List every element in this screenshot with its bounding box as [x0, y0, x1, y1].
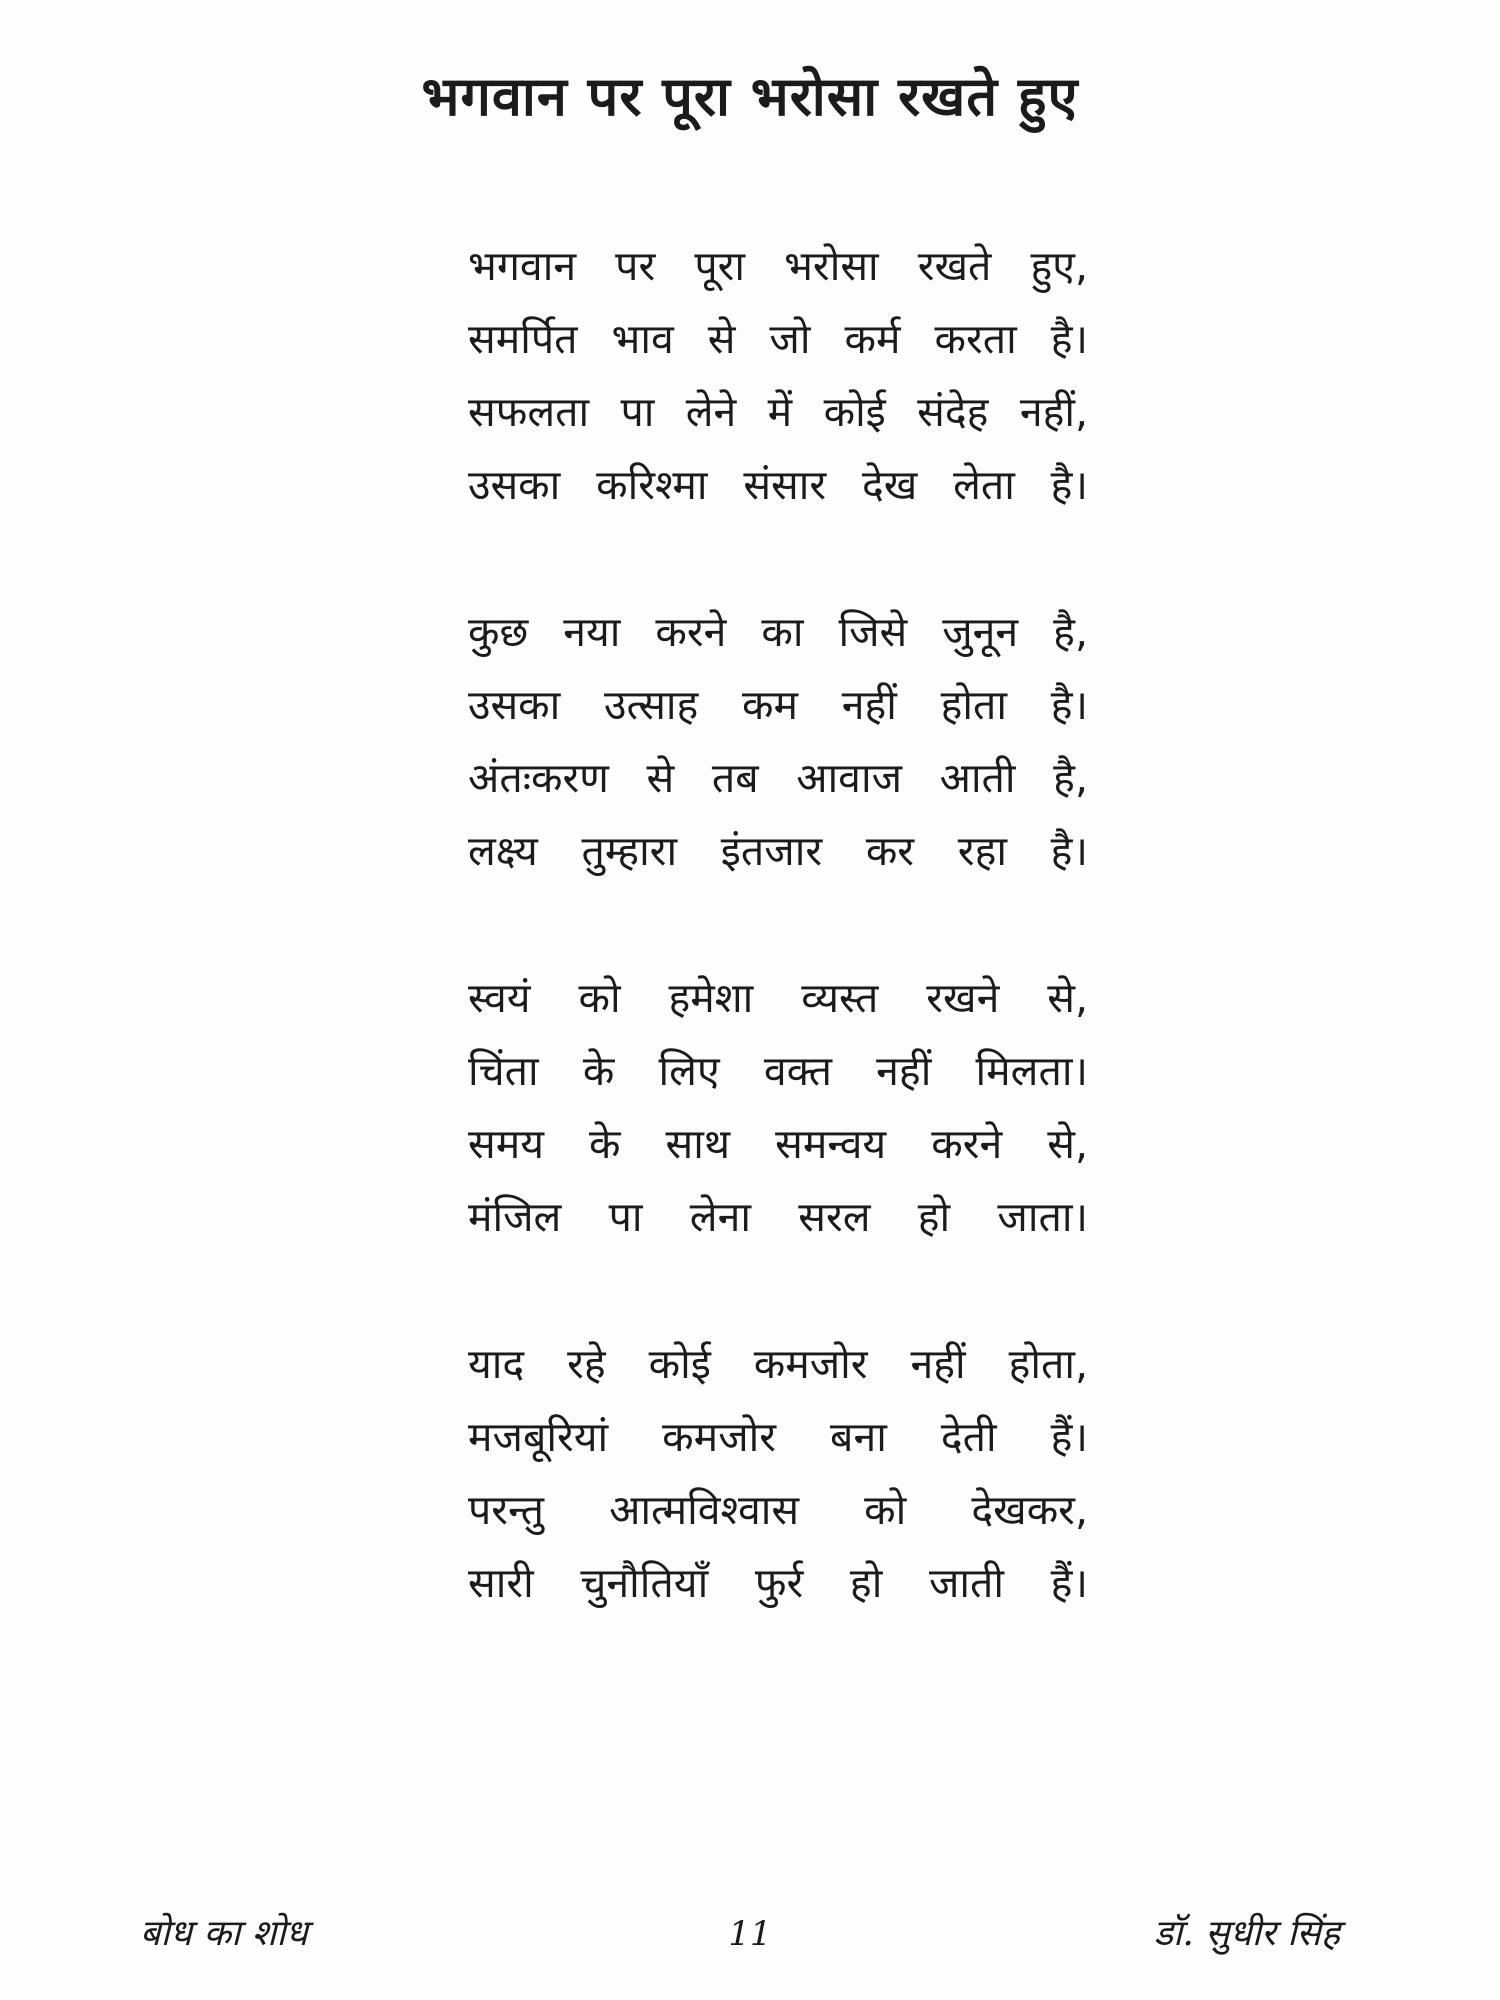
poem-title: भगवान पर पूरा भरोसा रखते हुए: [421, 65, 1079, 128]
stanza: [468, 230, 1088, 522]
poem-line: परन्तु आत्मविश्वास को देखकर,: [468, 1486, 1088, 1534]
poem-line: स्वयं को हमेशा व्यस्त रखने से,: [468, 974, 1088, 1022]
poem-line: कुछ नया करने का जिसे जुनून है,: [468, 608, 1088, 656]
poem-body: [468, 230, 1088, 1694]
poem-line: चिंता के लिए वक्त नहीं मिलता।: [468, 1047, 1088, 1095]
poem-line: उसका करिश्मा संसार देख लेता है।: [468, 461, 1088, 509]
poem-line: उसका उत्साह कम नहीं होता है।: [468, 681, 1088, 729]
stanza: [468, 962, 1088, 1254]
poem-line: सफलता पा लेने में कोई संदेह नहीं,: [468, 388, 1088, 436]
poem-line: याद रहे कोई कमजोर नहीं होता,: [468, 1340, 1088, 1388]
poem-line: मंजिल पा लेना सरल हो जाता।: [468, 1193, 1088, 1241]
poem-line: समय के साथ समन्वय करने से,: [468, 1120, 1088, 1168]
poem-line: लक्ष्य तुम्हारा इंतजार कर रहा है।: [468, 827, 1088, 875]
footer-author: डॉ. सुधीर सिंह: [1153, 1913, 1340, 1954]
stanza: [468, 1328, 1088, 1620]
poem-line: भगवान पर पूरा भरोसा रखते हुए,: [468, 242, 1088, 290]
poem-line: सारी चुनौतियाँ फुर्र हो जाती हैं।: [468, 1559, 1088, 1607]
footer-book-title: बोध का शोध: [140, 1913, 308, 1954]
poem-line: मजबूरियां कमजोर बना देती हैं।: [468, 1413, 1088, 1461]
poem-line: अंतःकरण से तब आवाज आती है,: [468, 754, 1088, 802]
page-number: 11: [728, 1914, 772, 1954]
poem-line: समर्पित भाव से जो कर्म करता है।: [468, 315, 1088, 363]
stanza: [468, 596, 1088, 888]
